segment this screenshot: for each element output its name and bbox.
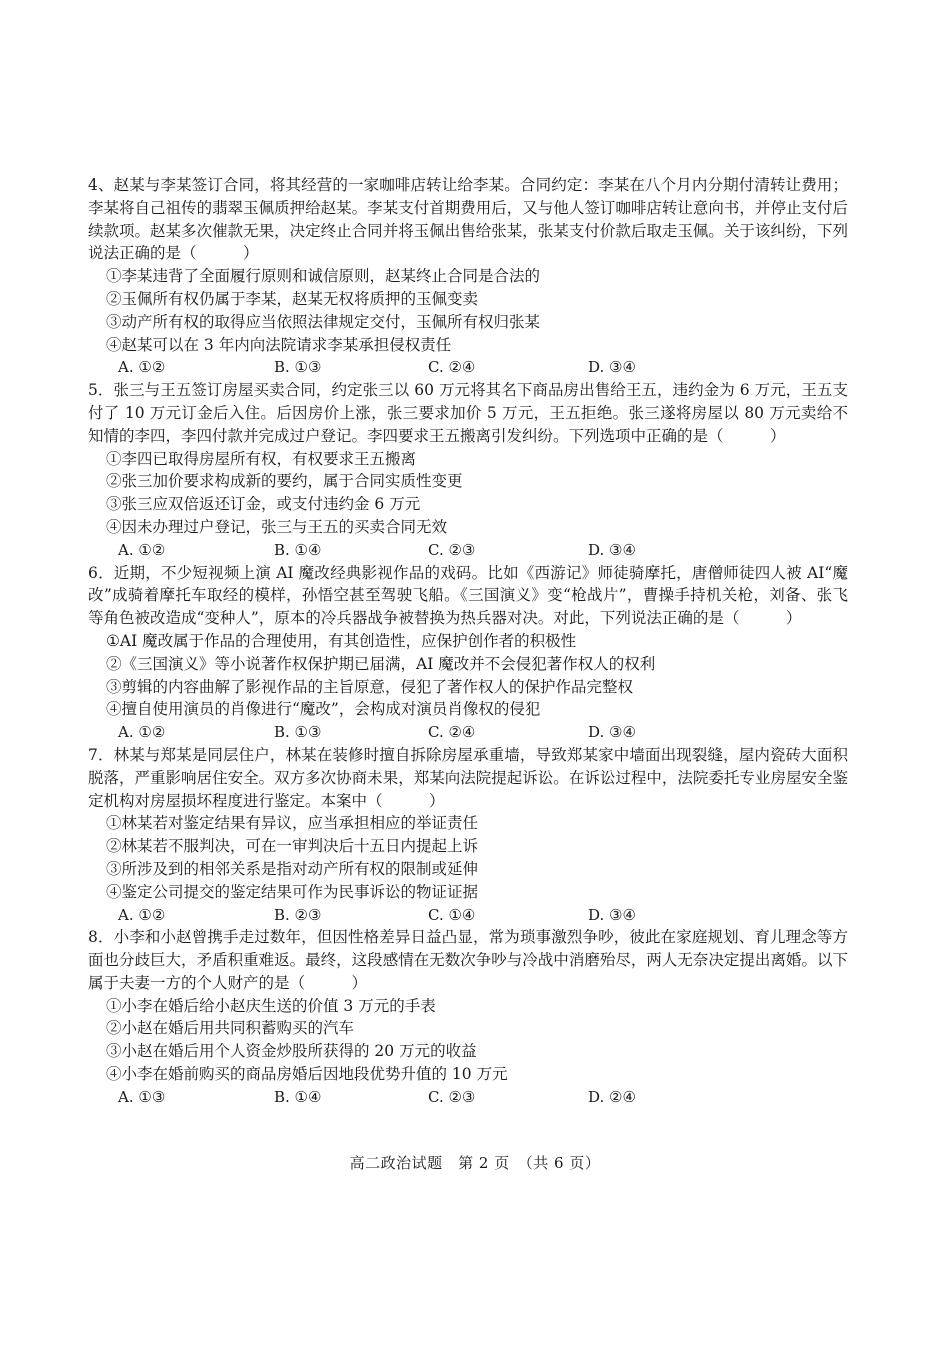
statement: ③小赵在婚后用个人资金炒股所获得的 20 万元的收益 — [106, 1042, 477, 1061]
statement: ②玉佩所有权仍属于李某，赵某无权将质押的玉佩变卖 — [106, 289, 479, 308]
question-6 — [88, 562, 848, 744]
choice-b: B. ①③ — [274, 723, 322, 742]
question-stem: 7．林某与郑某是同层住户，林某在装修时擅自拆除房屋承重墙，导致郑某家中墙面出现裂缝，屋内瓷砖大面积脱落，严重影响居住安全。双方多次协商未果，郑某向法院提起诉讼。在诉讼过程中，法院委托专业房屋安全鉴定机构对房屋损坏程度进行鉴定。本案中（ ） — [88, 745, 848, 810]
choice-a: A. ①② — [118, 540, 166, 559]
answer-choices — [118, 539, 848, 562]
choice-c: C. ②④ — [428, 723, 476, 742]
choice-a: A. ①② — [118, 723, 166, 742]
question-stem: 5．张三与王五签订房屋买卖合同，约定张三以 60 万元将其名下商品房出售给王五，违约金为 6 万元，王五支付了 10 万元订金后入住。后因房价上涨，张三要求加价 5 万元，王五拒绝。张三遂将房屋以 80 万元卖给不知情的李四，李四付款并完成过户登记。李四要求王五搬离引发纠纷。下列选项中正确的是（ ） — [88, 381, 848, 445]
choice-a: A. ①② — [118, 905, 166, 924]
statement: ④赵某可以在 3 年内向法院请求李某承担侵权责任 — [106, 335, 452, 354]
choice-b: B. ①④ — [274, 540, 322, 559]
choice-b: B. ①④ — [274, 1087, 322, 1106]
page-footer: 高二政治试题 第 2 页 （共 6 页） — [349, 1154, 601, 1172]
answer-choices — [118, 904, 848, 927]
statement: ④小李在婚前购买的商品房婚后因地段优势升值的 10 万元 — [106, 1065, 508, 1084]
answer-choices — [118, 721, 848, 744]
choice-b: B. ②③ — [274, 905, 322, 924]
statement: ②张三加价要求构成新的要约，属于合同实质性变更 — [106, 472, 463, 491]
question-stem: 8．小李和小赵曾携手走过数年，但因性格差异日益凸显，常为琐事激烈争吵，彼此在家庭规划、育儿理念等方面也分歧巨大，矛盾积重难返。最终，这段感情在无数次争吵与冷战中消磨殆尽，两人无奈决定提出离婚。以下属于夫妻一方的个人财产的是（ ） — [88, 928, 848, 992]
statement: ①李四已取得房屋所有权，有权要求王五搬离 — [106, 449, 417, 468]
statement: ②《三国演义》等小说著作权保护期已届满，AI 魔改并不会侵犯著作权人的权利 — [106, 654, 656, 673]
answer-choices — [118, 1086, 848, 1109]
choice-d: D. ③④ — [588, 905, 636, 924]
choice-d: D. ③④ — [588, 540, 636, 559]
statement: ④擅自使用演员的肖像进行“魔改”，会构成对演员肖像权的侵犯 — [106, 700, 541, 719]
choice-a: A. ①② — [118, 358, 166, 377]
statement: ③张三应双倍返还订金，或支付违约金 6 万元 — [106, 495, 421, 514]
question-4 — [88, 174, 848, 379]
statement: ④鉴定公司提交的鉴定结果可作为民事诉讼的物证证据 — [106, 882, 479, 901]
question-8 — [88, 926, 848, 1108]
statement: ②小赵在婚后用共同积蓄购买的汽车 — [106, 1019, 355, 1038]
statement: ①李某违背了全面履行原则和诚信原则，赵某终止合同是合法的 — [106, 267, 541, 286]
choice-d: D. ③④ — [588, 358, 636, 377]
statement: ①AI 魔改属于作品的合理使用，有其创造性，应保护创作者的积极性 — [106, 631, 577, 650]
answer-choices — [118, 356, 848, 379]
choice-d: D. ③④ — [588, 723, 636, 742]
statement: ③所涉及到的相邻关系是指对动产所有权的限制或延伸 — [106, 859, 479, 878]
choice-d: D. ②④ — [588, 1087, 636, 1106]
choice-a: A. ①③ — [118, 1087, 166, 1106]
statement: ②林某若不服判决，可在一审判决后十五日内提起上诉 — [106, 837, 479, 856]
choice-c: C. ②③ — [428, 540, 476, 559]
question-list — [88, 174, 848, 1109]
question-stem: 4、赵某与李某签订合同，将其经营的一家咖啡店转让给李某。合同约定：李某在八个月内分期付清转让费用；李某将自己祖传的翡翠玉佩质押给赵某。李某支付首期费用后，又与他人签订咖啡店转让意向书，并停止支付后续款项。赵某多次催款无果，决定终止合同并将玉佩出售给张某，张某支付价款后取走玉佩。关于该纠纷，下列说法正确的是（ ） — [88, 176, 848, 263]
statement: ④因未办理过户登记，张三与王五的买卖合同无效 — [106, 517, 448, 536]
question-stem: 6．近期，不少短视频上演 AI 魔改经典影视作品的戏码。比如《西游记》师徒骑摩托，唐僧师徒四人被 AI“魔改”成骑着摩托车取经的模样，孙悟空甚至驾驶飞船。《三国演义》变“枪战片”，曹操手持机关枪，刘备、张飞等角色被改造成“变种人”，原本的冷兵器战争被替换为热兵器对决。对此，下列说法正确的是（ ） — [88, 563, 848, 628]
choice-c: C. ①④ — [428, 905, 476, 924]
choice-b: B. ①③ — [274, 358, 322, 377]
choice-c: C. ②③ — [428, 1087, 476, 1106]
statement: ③剪辑的内容曲解了影视作品的主旨原意，侵犯了著作权人的保护作品完整权 — [106, 677, 634, 696]
question-7 — [88, 744, 848, 926]
statement: ③动产所有权的取得应当依照法律规定交付，玉佩所有权归张某 — [106, 312, 541, 331]
question-5 — [88, 379, 848, 561]
statement: ①林某若对鉴定结果有异议，应当承担相应的举证责任 — [106, 814, 479, 833]
choice-c: C. ②④ — [428, 358, 476, 377]
statement: ①小李在婚后给小赵庆生送的价值 3 万元的手表 — [106, 996, 436, 1015]
